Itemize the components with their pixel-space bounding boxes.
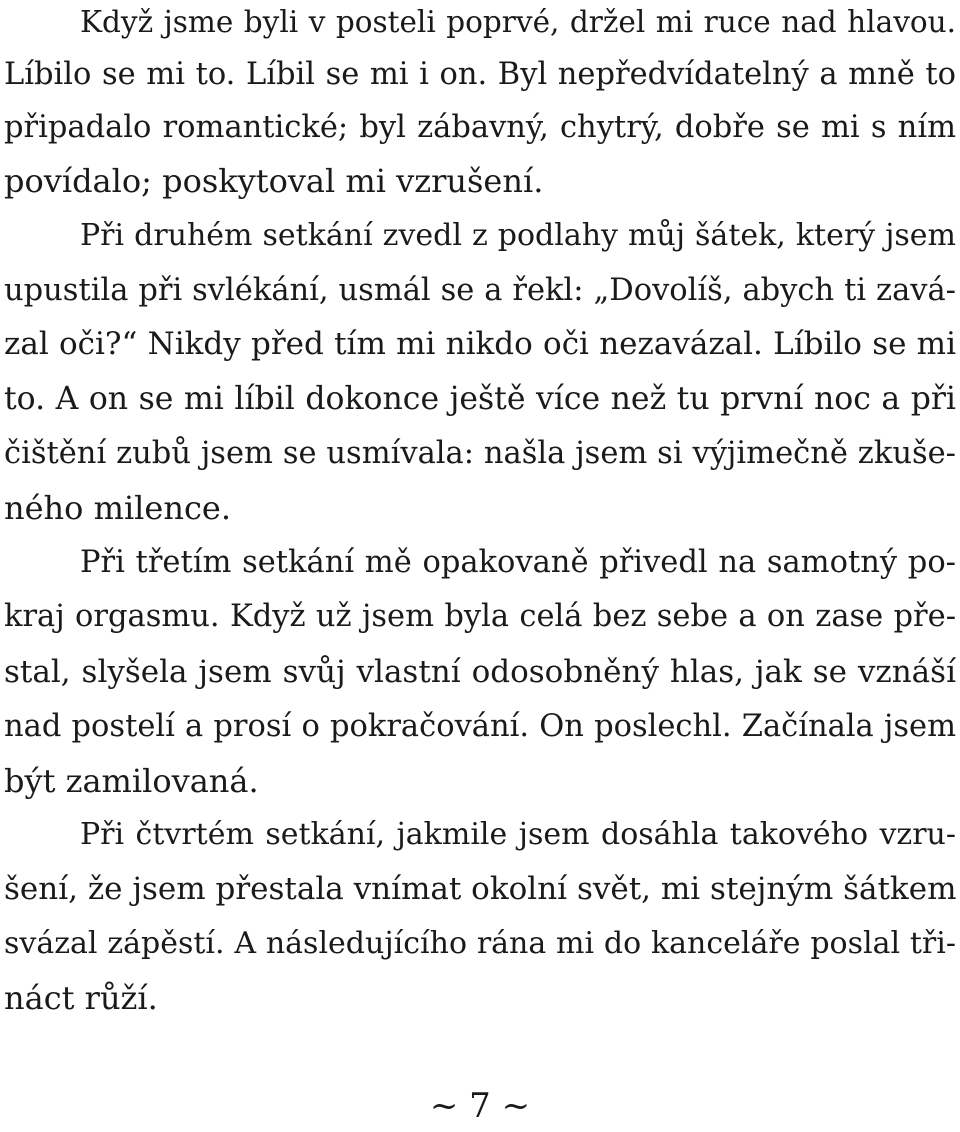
- text-line: Při třetím setkání mě opakovaně přivedl na samotný po-: [80, 545, 956, 580]
- text-line: být zamilovaná.: [4, 762, 259, 800]
- text-line: stal, slyšela jsem svůj vlastní odosobněný hlas, jak se vznáší: [4, 654, 956, 690]
- text-line: šení, že jsem přestala vnímat okolní svět, mi stejným šátkem: [4, 871, 957, 907]
- text-line: svázal zápěstí. A následujícího rána mi do kanceláře poslal tři-: [4, 926, 956, 961]
- text-line: povídalo; poskytoval mi vzrušení.: [4, 162, 544, 200]
- text-line: zal oči?“ Nikdy před tím mi nikdo oči nezavázal. Líbilo se mi: [4, 326, 956, 362]
- text-line: nad postelí a prosí o pokračování. On poslechl. Začínala jsem: [4, 709, 956, 744]
- text-line: upustila při svlékání, usmál se a řekl: „Dovolíš, abych ti zavá-: [4, 273, 956, 308]
- text-line: Při druhém setkání zvedl z podlahy můj šátek, který jsem: [80, 218, 956, 253]
- text-line: náct růží.: [4, 979, 158, 1017]
- text-line: Při čtvrtém setkání, jakmile jsem dosáhla takového vzru-: [80, 817, 956, 852]
- page-number: ~ 7 ~: [429, 1086, 531, 1126]
- text-line: ného milence.: [4, 489, 231, 527]
- text-line: kraj orgasmu. Když už jsem byla celá bez sebe a on zase pře-: [4, 599, 956, 634]
- text-line: to. A on se mi líbil dokonce ještě více než tu první noc a při: [4, 381, 956, 417]
- text-line: čištění zubů jsem se usmívala: našla jsem si výjimečně zkuše-: [4, 436, 956, 471]
- text-line: Když jsme byli v posteli poprvé, držel mi ruce nad hlavou.: [80, 5, 956, 39]
- text-line: připadalo romantické; byl zábavný, chytrý, dobře se mi s ním: [4, 110, 956, 145]
- text-line: Líbilo se mi to. Líbil se mi i on. Byl nepředvídatelný a mně to: [4, 57, 956, 92]
